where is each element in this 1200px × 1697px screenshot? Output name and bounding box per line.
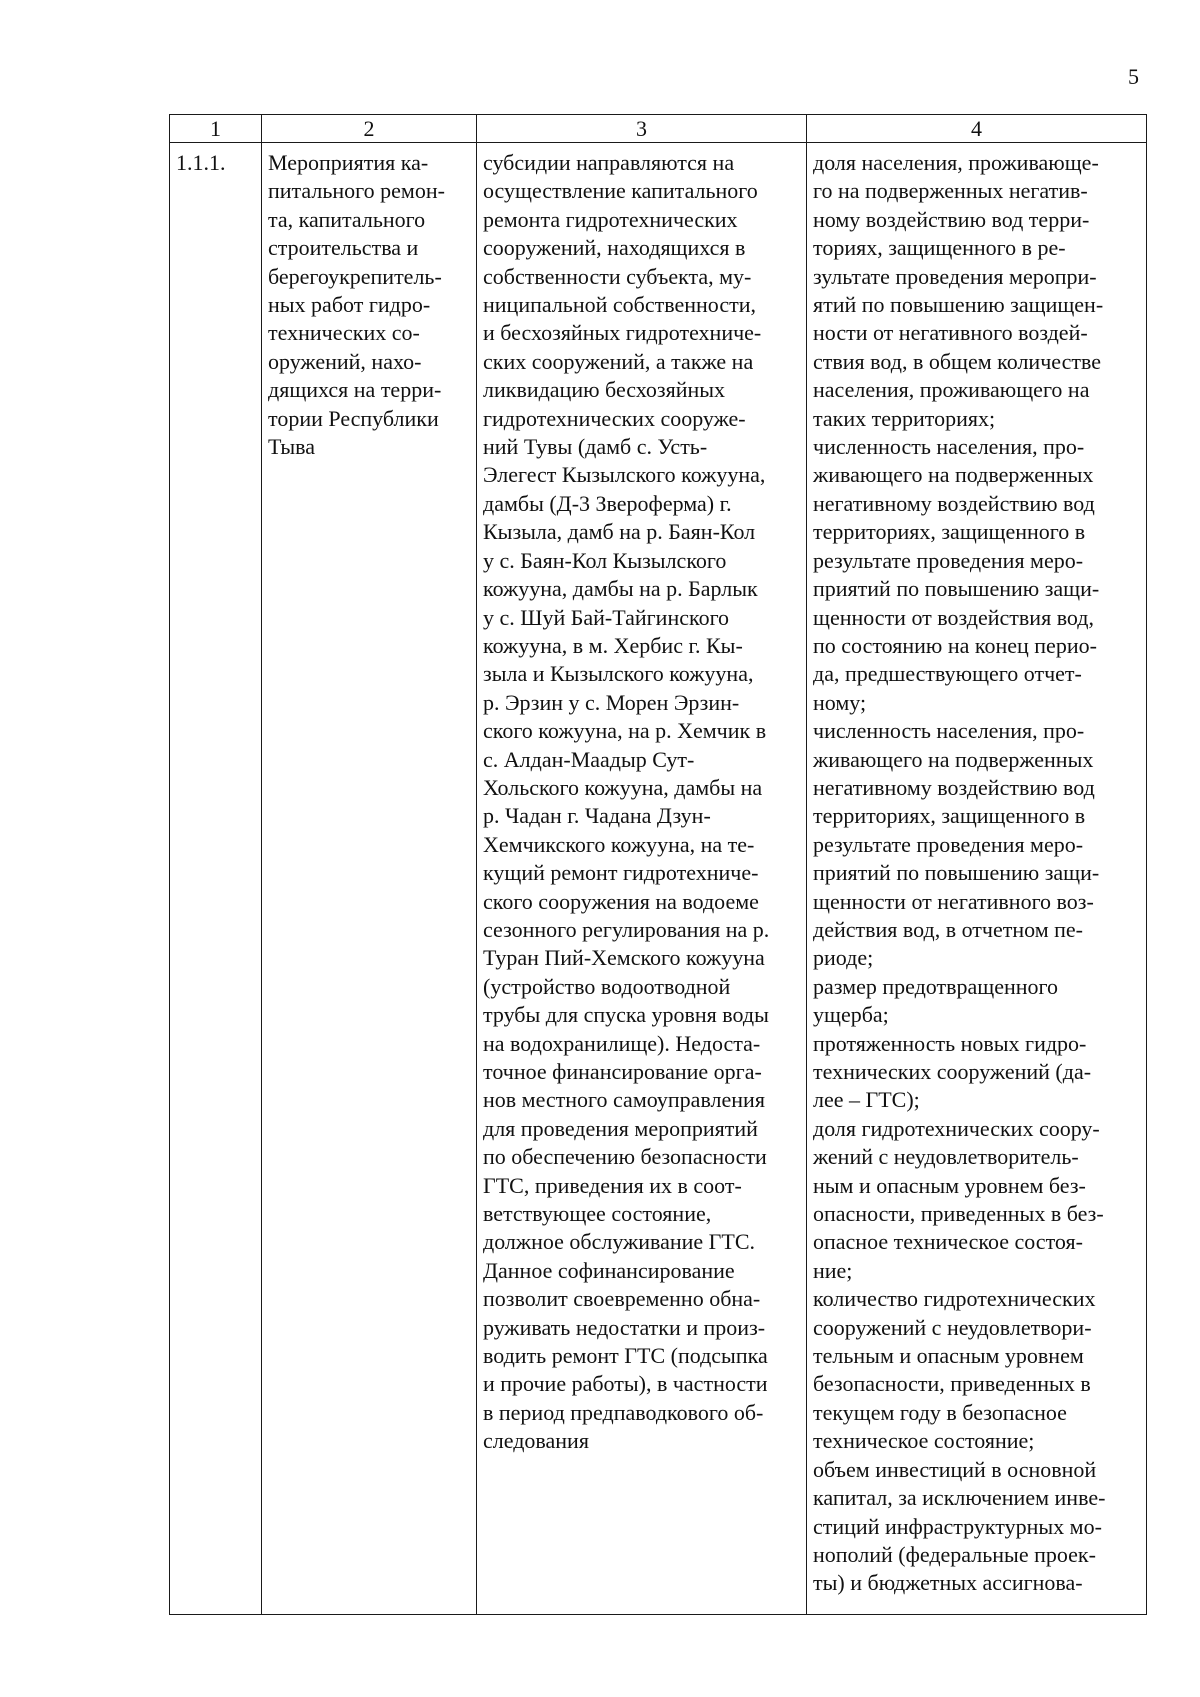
column-header-4: 4 bbox=[807, 115, 1147, 143]
page-number: 5 bbox=[1128, 64, 1139, 89]
column-header-2: 2 bbox=[262, 115, 477, 143]
column-header-3: 3 bbox=[477, 115, 807, 143]
table-row bbox=[170, 143, 1147, 1615]
column-header-1: 1 bbox=[170, 115, 262, 143]
table-header-row bbox=[170, 115, 1147, 143]
row-code-cell: 1.1.1. bbox=[170, 143, 262, 1615]
program-table bbox=[169, 114, 1147, 1615]
row-indicators-cell: доля населения, проживающе- го на подверженных негатив- ному воздействию вод терри- ториях, защищенного в ре- зультате проведения меропри- ятий по повышению защищен- ности от негативного воздей- ствия вод, в общем количестве населения, проживающего на таких территориях; численность населения, про- живающего на подверженных негативному воздействию вод территориях, защищенного в результате проведения меро- приятий по повышению защи- щенности от воздействия вод, по состоянию на конец перио- да, предшествующего отчет- ному; численность населения, про- живающего на подверженных негативному воздействию вод территориях, защищенного в результате проведения меро- приятий по повышению защи- щенности от негативного воз- действия вод, в отчетном пе- риоде; размер предотвращенного ущерба; протяженность новых гидро- технических сооружений (да- лее – ГТС); доля гидротехнических соору- жений с неудовлетворитель- ным и опасным уровнем без- опасности, приведенных в без- опасное техническое состоя- ние; количество гидротехнических сооружений с неудовлетвори- тельным и опасным уровнем безопасности, приведенных в текущем году в безопасное техническое состояние; объем инвестиций в основной капитал, за исключением инве- стиций инфраструктурных мо- нополий (федеральные проек- ты) и бюджетных ассигнова- bbox=[807, 143, 1147, 1615]
row-description-cell: субсидии направляются на осуществление капитального ремонта гидротехнических сооружений, находящихся в собственности субъекта, му- ниципальной собственности, и бесхозяйных гидротехниче- ских сооружений, а также на ликвидацию бесхозяйных гидротехнических сооруже- ний Тувы (дамб с. Усть- Элегест Кызылского кожууна, дамбы (Д-3 Звероферма) г. Кызыла, дамб на р. Баян-Кол у с. Баян-Кол Кызылского кожууна, дамбы на р. Барлык у с. Шуй Бай-Тайгинского кожууна, в м. Хербис г. Кы- зыла и Кызылского кожууна, р. Эрзин у с. Морен Эрзин- ского кожууна, на р. Хемчик в с. Алдан-Маадыр Сут- Хольского кожууна, дамбы на р. Чадан г. Чадана Дзун- Хемчикского кожууна, на те- кущий ремонт гидротехниче- ского сооружения на водоеме сезонного регулирования на р. Туран Пий-Хемского кожууна (устройство водоотводной трубы для спуска уровня воды на водохранилище). Недоста- точное финансирование орга- нов местного самоуправления для проведения мероприятий по обеспечению безопасности ГТС, приведения их в соот- ветствующее состояние, должное обслуживание ГТС. Данное софинансирование позволит своевременно обна- руживать недостатки и произ- водить ремонт ГТС (подсыпка и прочие работы), в частности в период предпаводкового об- следования bbox=[477, 143, 807, 1615]
row-name-cell: Мероприятия ка- питального ремон- та, капитального строительства и берегоукрепитель- ных работ гидро- технических со- оружений, нахо- дящихся на терри- тории Республики Тыва bbox=[262, 143, 477, 1615]
